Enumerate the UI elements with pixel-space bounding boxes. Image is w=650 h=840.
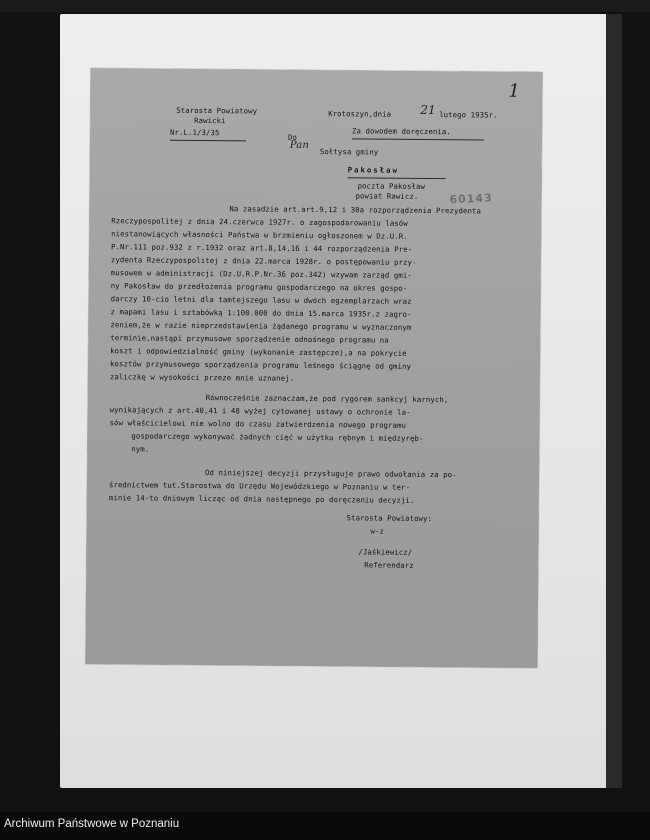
body-line: kosztów przymusowego sporządzenia programu leśnego ściągnę od gminy bbox=[109, 359, 412, 371]
body-line: średnictwem tut.Starostwa do Urzędu Wojewódzkiego w Poznaniu w ter- bbox=[108, 480, 411, 492]
body-line: Od niniejszej decyzji przysługuje prawo odwołania za po- bbox=[205, 468, 457, 480]
body-line: niestanowiących własności Państwa w brzmieniu ogłoszonem w Dz.U.R. bbox=[111, 229, 408, 241]
film-border-right bbox=[606, 14, 622, 788]
body-line: minie 14-to dniowym licząc od dnia następnego po doręczeniu decyzji. bbox=[108, 493, 415, 505]
page-number-mark: 1 bbox=[508, 80, 521, 102]
signature-name: /Jaśkiewicz/ bbox=[358, 547, 413, 557]
body-line: Rzeczypospolitej z dnia 24.czerwca 1927r. o zagospodarowaniu lasów bbox=[111, 216, 408, 228]
recipient-district: powiat Rawicz. bbox=[355, 191, 419, 201]
delivery-note: Za dowodem doręczenia. bbox=[352, 125, 484, 140]
signature-role: Referendarz bbox=[364, 560, 414, 570]
body-line: P.Nr.111 poz.932 z r.1932 oraz art.8,14,16 i 44 rozporządzenia Pre- bbox=[111, 242, 413, 254]
film-border-top bbox=[0, 0, 650, 12]
body-line: darczy 10-cio letni dla tamtejszego lasu w dwóch egzemplarzach wraz bbox=[110, 294, 412, 306]
archive-label: Archiwum Państwowe w Poznaniu bbox=[4, 818, 180, 830]
recipient-village: Pakosław bbox=[348, 164, 446, 179]
body-line: żeniem,że w razie nieprzedstawienia żądanego programu w wyznaczonym bbox=[110, 320, 412, 332]
body-line: zydenta Rzeczypospolitej z dnia 22.marca 1928r. o postępowaniu przy- bbox=[110, 255, 417, 267]
body-line: Na zasadzie art.art.9,12 i 30a rozporządzenia Prezydenta bbox=[229, 204, 482, 216]
scanned-letter bbox=[85, 68, 542, 668]
handwritten-day: 21 bbox=[420, 102, 436, 118]
recipient-line: Sołtysa gminy bbox=[319, 147, 379, 157]
place-date-rest: lutego 1935r. bbox=[439, 110, 498, 120]
reference-number: Nr.L.1/3/35 bbox=[170, 127, 246, 142]
place-date-text: Krotoszyn,dnia bbox=[328, 109, 392, 119]
body-line: z mapami lasu i sztabówką 1:100.000 do dnia 15.marca 1935r.z zagro- bbox=[110, 307, 412, 319]
signature-title: Starosta Powiatowy: bbox=[346, 513, 433, 524]
body-line: zaliczkę w wysokości przeze mnie uznanej. bbox=[109, 372, 295, 383]
do-label: Do bbox=[287, 132, 298, 142]
body-line: sów właścicielowi nie wolno do czasu zatwierdzenia nowego programu bbox=[109, 418, 407, 430]
body-line: wynikających z art.40,41 i 48 wyżej cytowanej ustawy o ochronie la- bbox=[109, 405, 411, 417]
body-line: Równocześnie zaznaczam,że pod rygorem sankcyj karnych, bbox=[205, 393, 449, 405]
sender-line-1: Starosta Powiatowy bbox=[176, 105, 258, 116]
signature-wz: w-z bbox=[370, 526, 385, 536]
sender-line-2: Rawicki bbox=[194, 115, 226, 126]
body-line: ny Pakosław do przedłożenia programu gospodarczego na okres gospo- bbox=[110, 281, 408, 293]
faded-stamp-number: 60143 bbox=[449, 191, 493, 207]
body-line: terminie,nastąpi przymusowe sporządzenie odnośnego programu na bbox=[110, 333, 389, 345]
body-line: musowem w administracji (Dz.U.R.P.Nr.36 poz.342) wzywam zarząd gmi- bbox=[110, 268, 412, 280]
body-line: nym. bbox=[131, 444, 150, 454]
body-line: gospodarczego wykonywać żadnych cięć w użytku rębnym i międzyręb- bbox=[131, 431, 424, 443]
body-line: koszt i odpowiedzialność gminy (wykonanie zastępcze),a na pokrycie bbox=[110, 346, 407, 358]
recipient-post: poczta Pakosław bbox=[357, 181, 426, 191]
handwritten-pan: Pan bbox=[289, 139, 309, 151]
